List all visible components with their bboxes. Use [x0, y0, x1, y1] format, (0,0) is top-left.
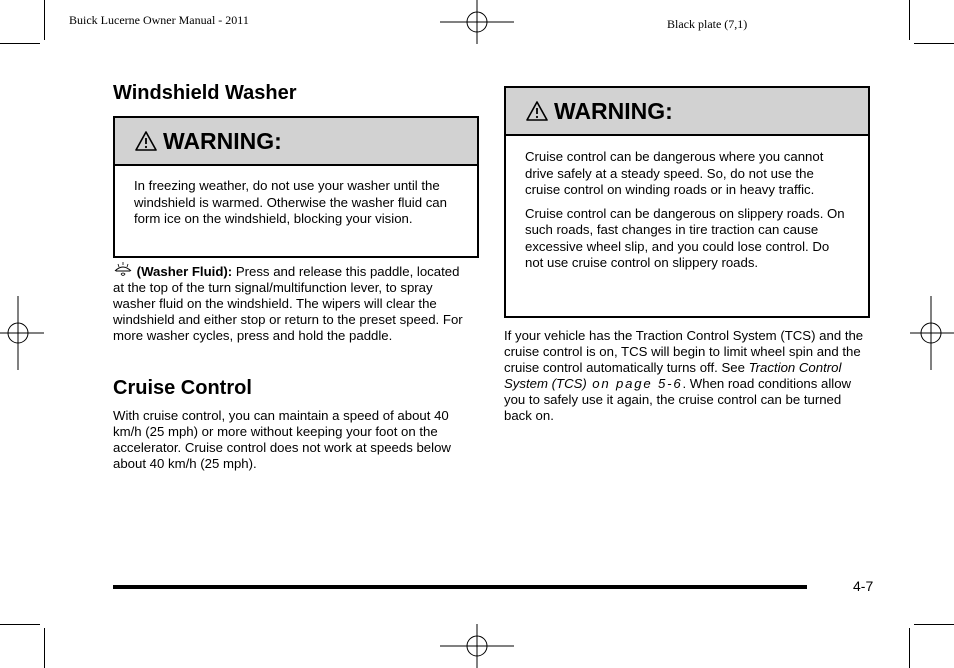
warning-title: WARNING:	[554, 97, 673, 124]
registration-mark-bottom	[440, 624, 514, 668]
warning-paragraph-2: Cruise control can be dangerous on slippery roads. On such roads, fast changes in tire traction can cause excessive wheel slip, and you could lose control. Do not use cruise control on slippery roads.	[525, 205, 845, 270]
washer-paragraph	[113, 262, 473, 344]
tcs-paragraph	[504, 328, 870, 424]
registration-mark-left	[0, 296, 44, 370]
warning-header	[506, 88, 868, 136]
tcs-on-page: on page 5‑6	[586, 376, 683, 391]
warning-text	[506, 136, 868, 272]
warning-title: WARNING:	[163, 127, 282, 154]
footer-rule	[113, 585, 807, 589]
plate-label: Black plate (7,1)	[667, 17, 748, 31]
heading-cruise-control: Cruise Control	[113, 377, 252, 399]
warning-triangle-icon	[135, 131, 157, 151]
registration-mark-right	[910, 296, 954, 370]
warning-triangle-icon	[526, 101, 548, 121]
washer-fluid-text: Press and release this paddle, located at the top of the turn signal/multifunction lever, to spray washer fluid on the windshield. The wipers will clear the windshield and either stop or return to the preset speed. For more washer cycles, press and hold the paddle.	[113, 264, 463, 343]
warning-box-cruise	[504, 86, 870, 318]
warning-paragraph-1: Cruise control can be dangerous where you cannot drive safely at a steady speed. So, do not use the cruise control on winding roads or in heavy traffic.	[525, 149, 824, 197]
warning-box-washer	[113, 116, 479, 258]
tcs-text-1: If your vehicle has the Traction Control System (TCS) and the cruise control is on, TCS will begin to limit wheel spin and the cruise control automatically turns off. See	[504, 328, 864, 375]
page-number: 4-7	[853, 578, 874, 594]
cruise-paragraph	[113, 408, 475, 472]
registration-mark-top	[440, 0, 514, 44]
warning-paragraph: In freezing weather, do not use your washer until the windshield is warmed. Otherwise the washer fluid can form ice on the windshield, blocking your vision.	[134, 178, 447, 226]
tcs-text-2: . When road conditions allow you to safely use it again, the cruise control can be turned back on.	[504, 376, 852, 423]
heading-windshield-washer: Windshield Washer	[113, 82, 297, 104]
tcs-reference-link[interactable]: Traction Control System (TCS)	[504, 360, 842, 391]
warning-header	[115, 118, 477, 166]
warning-text	[115, 166, 477, 228]
manual-title: Buick Lucerne Owner Manual - 2011	[69, 13, 249, 27]
washer-fluid-label: (Washer Fluid):	[136, 264, 233, 279]
washer-fluid-icon	[113, 262, 133, 278]
cruise-text: With cruise control, you can maintain a speed of about 40 km/h (25 mph) or more without keeping your foot on the accelerator. Cruise control does not work at speeds below about 40 km/h (25 mph).	[113, 408, 451, 471]
